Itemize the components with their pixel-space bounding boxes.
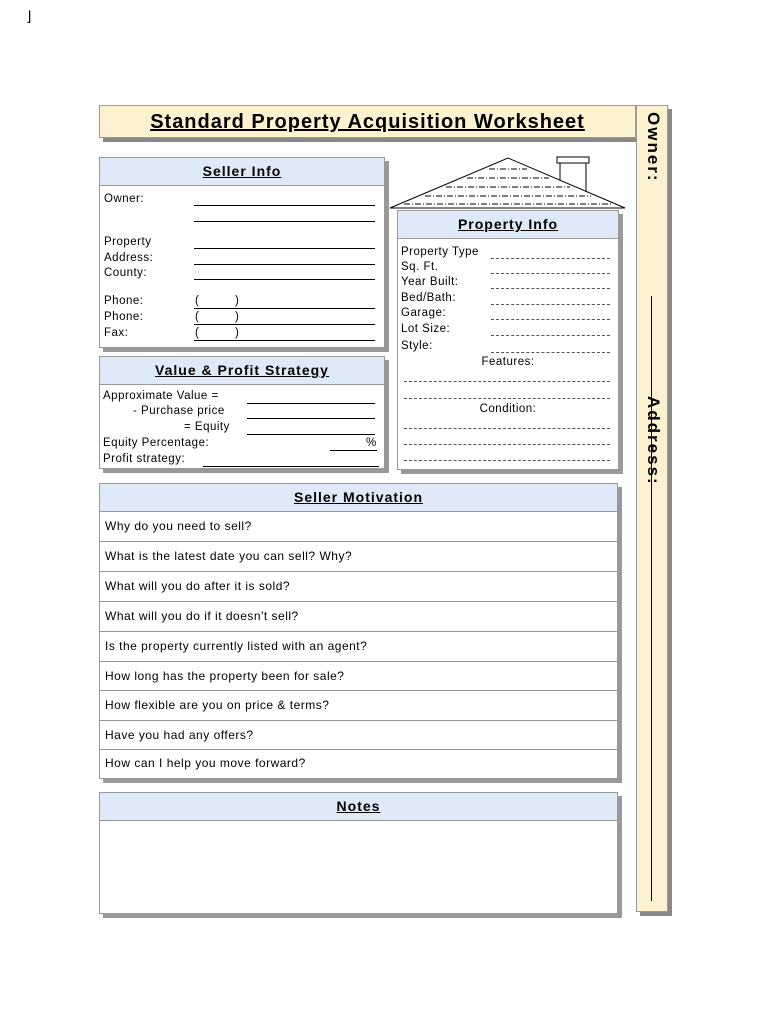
property-label: Property bbox=[104, 236, 152, 248]
value-profit-panel bbox=[99, 356, 385, 469]
year-built-line[interactable] bbox=[491, 288, 610, 289]
motivation-question[interactable]: How can I help you move forward? bbox=[105, 756, 306, 770]
sqft-label: Sq. Ft. bbox=[401, 261, 439, 273]
page-title: Standard Property Acquisition Worksheet bbox=[150, 111, 585, 133]
motivation-question[interactable]: How long has the property been for sale? bbox=[100, 662, 617, 691]
motivation-question[interactable]: What will you do after it is sold? bbox=[100, 572, 617, 602]
phone2-paren-open: ( bbox=[195, 311, 200, 323]
motivation-question[interactable]: What is the latest date you can sell? Why? bbox=[100, 542, 617, 572]
address-field-label: Address: bbox=[104, 252, 154, 264]
seller-motivation-panel bbox=[99, 483, 618, 779]
condition-line-1[interactable] bbox=[404, 428, 610, 429]
address-label: Address: bbox=[644, 396, 663, 486]
owner-line-2[interactable] bbox=[194, 221, 375, 222]
lot-size-label: Lot Size: bbox=[401, 323, 451, 335]
property-type-label: Property Type bbox=[401, 246, 479, 258]
fax-label: Fax: bbox=[104, 327, 129, 339]
corner-mark: ⌋ bbox=[26, 8, 32, 24]
fax-line[interactable] bbox=[194, 340, 375, 341]
sqft-line[interactable] bbox=[491, 273, 610, 274]
equity-label: = Equity bbox=[184, 421, 230, 433]
features-line-1[interactable] bbox=[404, 381, 610, 382]
owner-field-label: Owner: bbox=[104, 193, 145, 205]
property-info-panel bbox=[397, 210, 619, 470]
fax-paren-close: ) bbox=[235, 327, 240, 339]
notes-area[interactable] bbox=[100, 821, 617, 913]
motivation-question[interactable]: How flexible are you on price & terms? bbox=[100, 691, 617, 721]
address-line[interactable] bbox=[651, 491, 652, 901]
garage-label: Garage: bbox=[401, 307, 447, 319]
motivation-question[interactable]: Is the property currently listed with an agent? bbox=[100, 632, 617, 662]
style-label: Style: bbox=[401, 340, 433, 352]
phone2-label: Phone: bbox=[104, 311, 144, 323]
lot-size-line[interactable] bbox=[491, 335, 610, 336]
features-label: Features: bbox=[481, 356, 535, 368]
bed-bath-label: Bed/Bath: bbox=[401, 292, 457, 304]
county-label: County: bbox=[104, 267, 148, 279]
address-line-2[interactable] bbox=[194, 264, 375, 265]
value-profit-heading: Value & Profit Strategy bbox=[100, 357, 384, 385]
property-type-line[interactable] bbox=[491, 258, 610, 259]
equity-line[interactable] bbox=[247, 434, 375, 435]
garage-line[interactable] bbox=[491, 319, 610, 320]
equity-pct-label: Equity Percentage: bbox=[103, 437, 210, 449]
purchase-price-line[interactable] bbox=[247, 418, 375, 419]
notes-panel bbox=[99, 792, 618, 914]
approx-value-label: Approximate Value = bbox=[103, 390, 219, 402]
notes-heading: Notes bbox=[100, 793, 617, 821]
bed-bath-line[interactable] bbox=[491, 304, 610, 305]
fax-paren-open: ( bbox=[195, 327, 200, 339]
address-line-1[interactable] bbox=[194, 248, 375, 249]
county-line[interactable] bbox=[194, 279, 375, 280]
year-built-label: Year Built: bbox=[401, 276, 459, 288]
phone1-line[interactable] bbox=[194, 308, 375, 309]
phone1-paren-close: ) bbox=[235, 295, 240, 307]
style-line[interactable] bbox=[491, 352, 610, 353]
phone1-paren-open: ( bbox=[195, 295, 200, 307]
seller-info-heading: Seller Info bbox=[100, 158, 384, 186]
owner-address-strip bbox=[636, 105, 668, 912]
owner-line-1[interactable] bbox=[194, 205, 375, 206]
title-banner bbox=[99, 105, 636, 138]
phone2-line[interactable] bbox=[194, 324, 375, 325]
condition-line-2[interactable] bbox=[404, 444, 610, 445]
purchase-price-label: - Purchase price bbox=[133, 405, 225, 417]
approx-value-line[interactable] bbox=[247, 403, 375, 404]
seller-motivation-heading: Seller Motivation bbox=[100, 484, 617, 512]
motivation-question[interactable]: Have you had any offers? bbox=[100, 721, 617, 750]
property-info-heading: Property Info bbox=[398, 211, 618, 239]
motivation-question[interactable]: What will you do if it doesn't sell? bbox=[100, 602, 617, 632]
features-line-2[interactable] bbox=[404, 398, 610, 399]
profit-strategy-label: Profit strategy: bbox=[103, 453, 186, 465]
equity-pct-line[interactable] bbox=[330, 450, 377, 451]
profit-strategy-line[interactable] bbox=[203, 466, 379, 467]
phone1-label: Phone: bbox=[104, 295, 144, 307]
condition-line-3[interactable] bbox=[404, 460, 610, 461]
phone2-paren-close: ) bbox=[235, 311, 240, 323]
house-roof-icon bbox=[388, 155, 628, 211]
condition-label: Condition: bbox=[479, 403, 537, 415]
motivation-question[interactable]: Why do you need to sell? bbox=[100, 512, 617, 542]
owner-label: Owner: bbox=[644, 112, 663, 183]
seller-info-panel bbox=[99, 157, 385, 348]
percent-sign: % bbox=[366, 437, 377, 449]
